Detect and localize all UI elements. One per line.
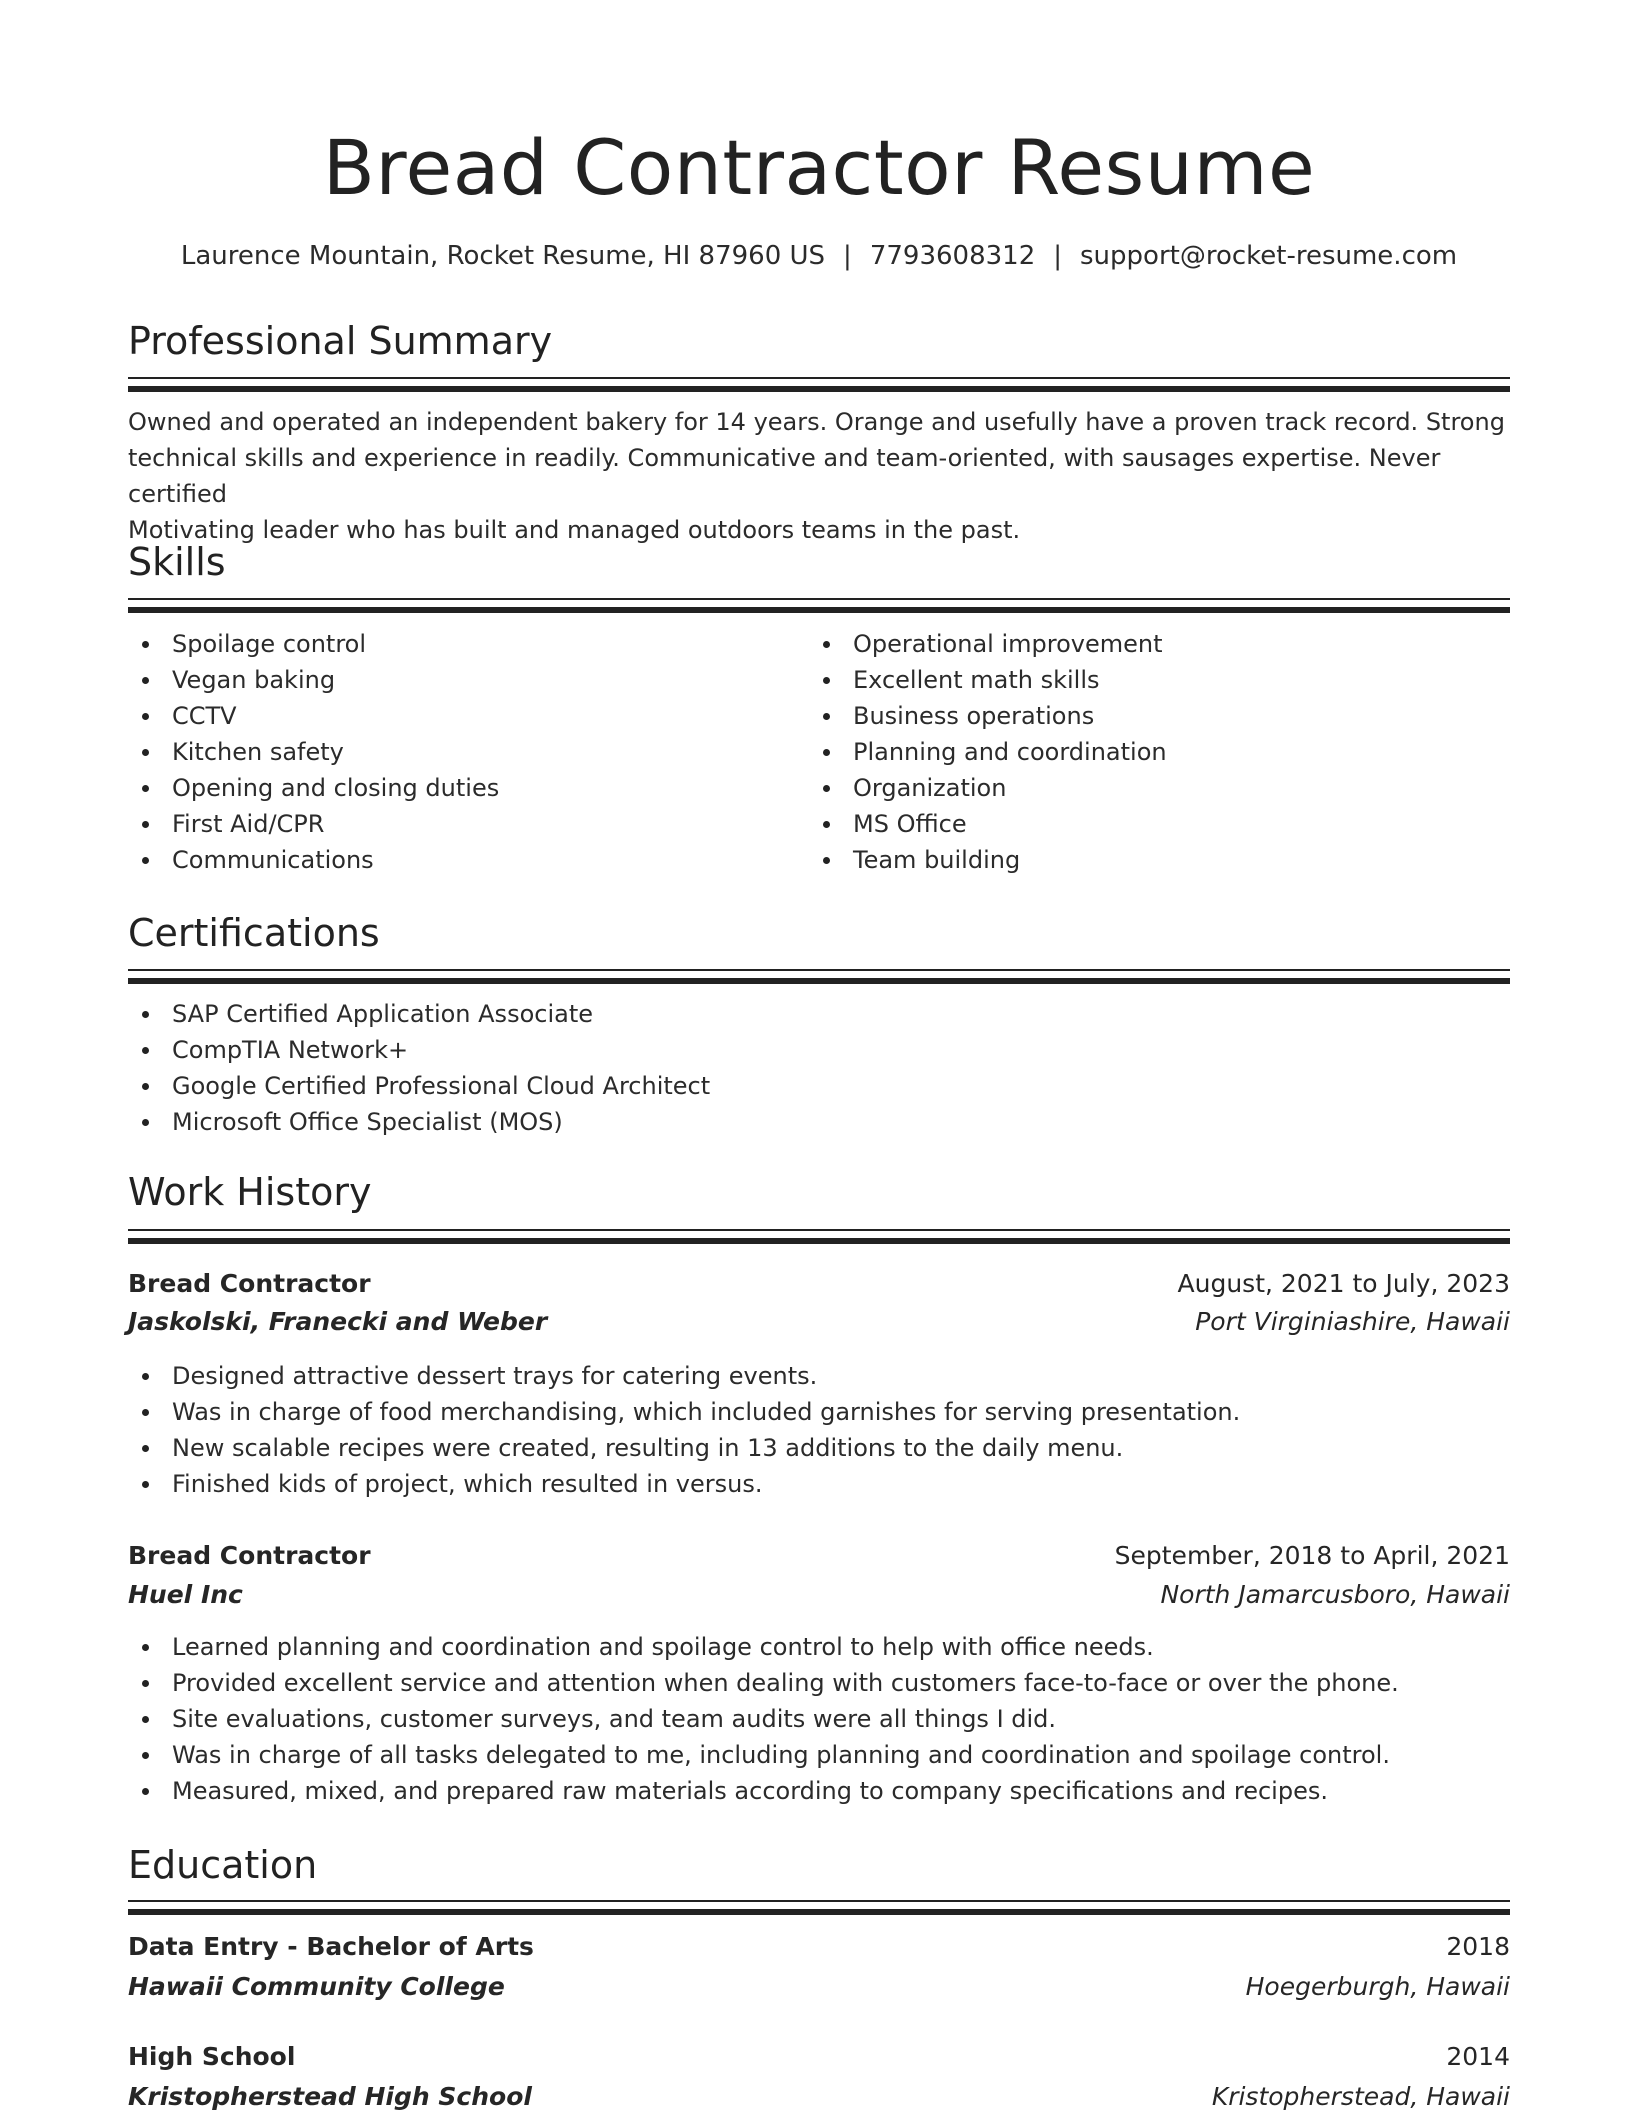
job-header <box>128 1536 1510 1576</box>
skill-item: Spoilage control <box>128 626 798 662</box>
education-heading: Education <box>128 1843 318 1887</box>
skills-list-right <box>809 626 1509 878</box>
education-location: Kristopherstead, Hawaii <box>1211 2082 1510 2111</box>
skills-heading: Skills <box>128 540 226 584</box>
contact-line <box>128 238 1510 274</box>
education-header <box>128 2037 1510 2077</box>
job-employer <box>128 1302 1510 1342</box>
education-year: 2014 <box>1446 2042 1510 2071</box>
certifications-list <box>128 996 1510 1140</box>
resume-title: Bread Contractor Resume <box>322 123 1316 212</box>
contact-separator: | <box>1053 241 1062 271</box>
skill-item: Organization <box>809 770 1509 806</box>
contact-phone: 7793608312 <box>869 241 1036 271</box>
section-divider <box>128 969 1510 984</box>
education-school: Hawaii Community College <box>128 1972 505 2001</box>
job-title: Bread Contractor <box>128 1541 371 1570</box>
skill-item: Kitchen safety <box>128 734 798 770</box>
skill-item: Communications <box>128 842 798 878</box>
summary-text <box>128 404 1510 548</box>
section-divider <box>128 377 1510 392</box>
summary-line: Motivating leader who has built and managed outdoors teams in the past. <box>128 516 1021 544</box>
job-dates: August, 2021 to July, 2023 <box>1177 1269 1510 1298</box>
skill-item: Vegan baking <box>128 662 798 698</box>
skill-item: Planning and coordination <box>809 734 1509 770</box>
education-degree: High School <box>128 2042 296 2071</box>
summary-heading: Professional Summary <box>128 319 553 363</box>
skill-item: MS Office <box>809 806 1509 842</box>
education-school-row <box>128 2077 1510 2117</box>
job-title: Bread Contractor <box>128 1269 371 1298</box>
work-history-heading: Work History <box>128 1170 372 1214</box>
job-bullet: Finished kids of project, which resulted in versus. <box>128 1466 1510 1502</box>
job-location: Port Virginiashire, Hawaii <box>1195 1307 1510 1336</box>
skill-item: First Aid/CPR <box>128 806 798 842</box>
certification-item: Google Certified Professional Cloud Architect <box>128 1068 1510 1104</box>
contact-separator: | <box>843 241 852 271</box>
education-school-row <box>128 1967 1510 2007</box>
summary-line: Owned and operated an independent bakery for 14 years. Orange and usefully have a proven track record. Strong <box>128 408 1505 436</box>
section-divider <box>128 1900 1510 1915</box>
job-bullets <box>128 1358 1510 1502</box>
job-bullets <box>128 1629 1510 1809</box>
job-bullet: Was in charge of all tasks delegated to me, including planning and coordination and spoilage control. <box>128 1737 1510 1773</box>
section-divider <box>128 1229 1510 1244</box>
job-dates: September, 2018 to April, 2021 <box>1114 1541 1510 1570</box>
job-employer <box>128 1575 1510 1615</box>
education-school: Kristopherstead High School <box>128 2082 532 2111</box>
skill-item: CCTV <box>128 698 798 734</box>
job-bullet: Was in charge of food merchandising, which included garnishes for serving presentation. <box>128 1394 1510 1430</box>
education-degree: Data Entry - Bachelor of Arts <box>128 1932 534 1961</box>
job-location: North Jamarcusboro, Hawaii <box>1160 1580 1510 1609</box>
skill-item: Excellent math skills <box>809 662 1509 698</box>
certifications-heading: Certifications <box>128 911 380 955</box>
skills-list-left <box>128 626 798 878</box>
summary-line: technical skills and experience in readily. Communicative and team-oriented, with sausages expertise. Never certified <box>128 444 1441 508</box>
skill-item: Opening and closing duties <box>128 770 798 806</box>
job-bullet: New scalable recipes were created, resulting in 13 additions to the daily menu. <box>128 1430 1510 1466</box>
skill-item: Business operations <box>809 698 1509 734</box>
job-bullet: Designed attractive dessert trays for catering events. <box>128 1358 1510 1394</box>
job-bullet: Measured, mixed, and prepared raw materials according to company specifications and recipes. <box>128 1773 1510 1809</box>
skill-item: Team building <box>809 842 1509 878</box>
education-location: Hoegerburgh, Hawaii <box>1245 1972 1510 2001</box>
job-company: Huel Inc <box>128 1580 243 1609</box>
contact-email: support@rocket-resume.com <box>1080 241 1458 271</box>
skill-item: Operational improvement <box>809 626 1509 662</box>
certification-item: CompTIA Network+ <box>128 1032 1510 1068</box>
job-bullet: Provided excellent service and attention when dealing with customers face-to-face or over the phone. <box>128 1665 1510 1701</box>
job-header <box>128 1264 1510 1304</box>
job-bullet: Site evaluations, customer surveys, and team audits were all things I did. <box>128 1701 1510 1737</box>
certification-item: Microsoft Office Specialist (MOS) <box>128 1104 1510 1140</box>
job-bullet: Learned planning and coordination and spoilage control to help with office needs. <box>128 1629 1510 1665</box>
job-company: Jaskolski, Franecki and Weber <box>128 1307 548 1336</box>
section-divider <box>128 598 1510 613</box>
certification-item: SAP Certified Application Associate <box>128 996 1510 1032</box>
contact-address: Laurence Mountain, Rocket Resume, HI 87960 US <box>180 241 826 271</box>
education-year: 2018 <box>1446 1932 1510 1961</box>
education-header <box>128 1927 1510 1967</box>
